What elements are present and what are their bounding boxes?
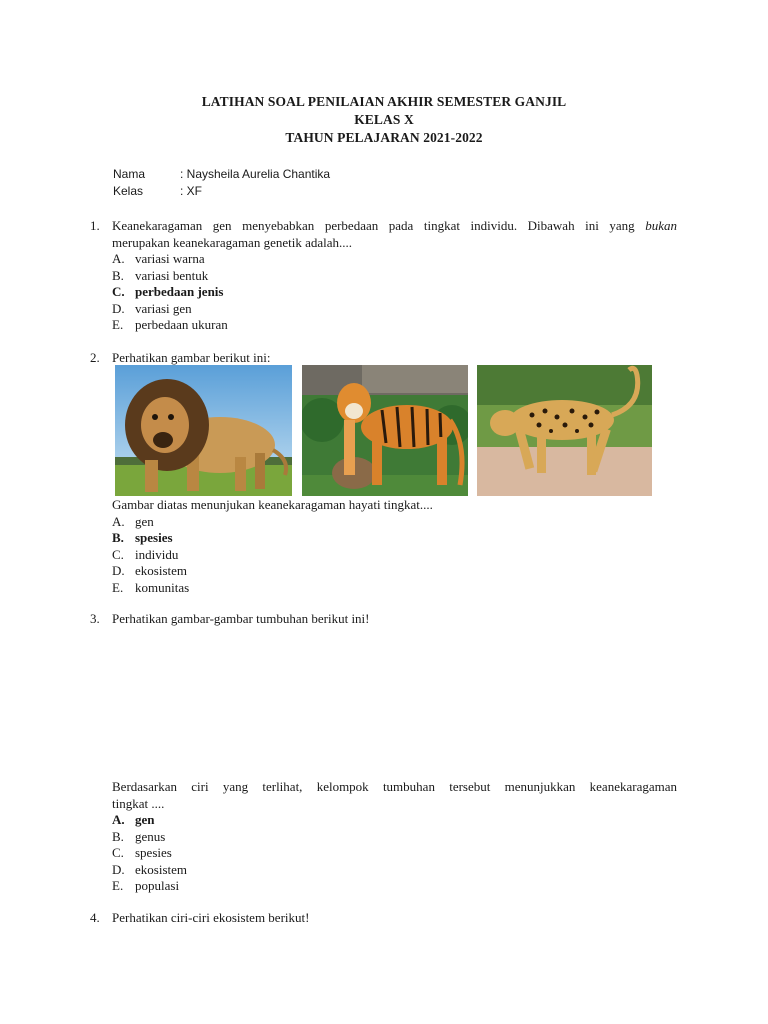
question-text-cont: tingkat .... bbox=[112, 795, 165, 811]
question-text: Perhatikan gambar-gambar tumbuhan berikut ini! bbox=[112, 611, 370, 626]
option-a: A. gen bbox=[112, 513, 154, 529]
option-c: C. spesies bbox=[112, 845, 172, 860]
option-d: D. ekosistem bbox=[112, 563, 187, 578]
question-text: Perhatikan ciri-ciri ekosistem berikut! bbox=[112, 910, 310, 925]
header-title: LATIHAN SOAL PENILAIAN AKHIR SEMESTER GANJIL bbox=[201, 94, 567, 109]
tiger-photo bbox=[302, 365, 468, 496]
leopard-photo bbox=[477, 365, 652, 496]
option-d: D. variasi gen bbox=[112, 300, 192, 316]
header-class: KELAS X bbox=[354, 112, 414, 127]
question-text: Berdasarkan ciri yang terlihat, kelompok tumbuhan tersebut menunjukkan keanekaragaman bbox=[112, 779, 677, 794]
question-text: Keanekaragaman gen menyebabkan perbedaan pada tingkat individu. Dibawah ini yang bukan bbox=[112, 218, 677, 233]
option-b: B. variasi bentuk bbox=[112, 267, 209, 283]
emphasis-text: bukan bbox=[645, 218, 677, 233]
option-b: B. genus bbox=[112, 828, 166, 844]
question-text: Gambar diatas menunjukan keanekaragaman hayati tingkat.... bbox=[112, 497, 433, 512]
option-c: C. individu bbox=[112, 546, 179, 562]
lion-photo bbox=[115, 365, 292, 496]
name-value: : Naysheila Aurelia Chantika bbox=[180, 167, 331, 181]
question-text-cont: merupakan keanekaragaman genetik adalah.... bbox=[112, 234, 353, 250]
header-year: TAHUN PELAJARAN 2021-2022 bbox=[285, 130, 483, 145]
class-label: Kelas bbox=[113, 184, 144, 198]
option-d: D. ekosistem bbox=[112, 861, 187, 877]
option-e: E. komunitas bbox=[112, 579, 190, 595]
class-value: : XF bbox=[180, 184, 203, 198]
option-e: E. populasi bbox=[112, 878, 180, 893]
question-text: Perhatikan gambar berikut ini: bbox=[112, 350, 271, 365]
name-label: Nama bbox=[113, 167, 146, 181]
option-b-answer: B. spesies bbox=[112, 530, 173, 545]
question-number: 1. bbox=[90, 218, 100, 233]
option-c-answer: C. perbedaan jenis bbox=[112, 284, 224, 299]
question-number: 3. bbox=[90, 611, 100, 626]
animal-images bbox=[115, 365, 652, 496]
option-a: A. variasi warna bbox=[112, 251, 205, 266]
document-header bbox=[0, 93, 768, 147]
question-number: 2. bbox=[90, 350, 100, 365]
option-a-answer: A. gen bbox=[112, 812, 155, 827]
question-number: 4. bbox=[90, 910, 100, 925]
option-e: E. perbedaan ukuran bbox=[112, 317, 228, 332]
